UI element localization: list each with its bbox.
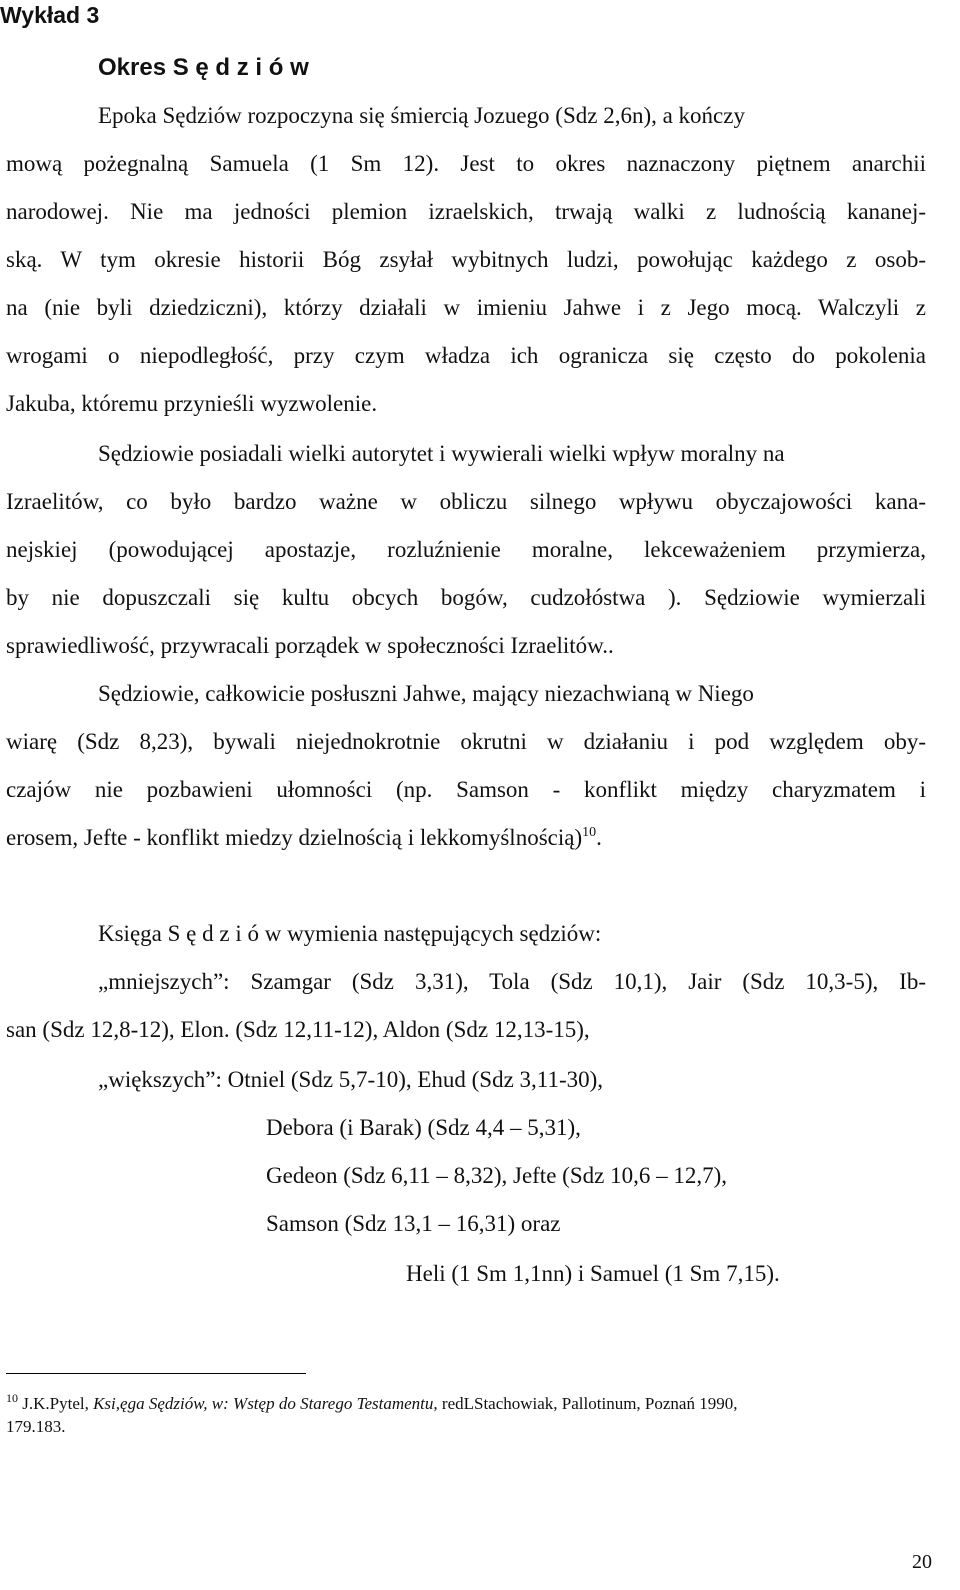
para1-line-4: ską. W tym okresie historii Bóg zsyłał wybitnych ludzi, powołując każdego z osob- — [6, 247, 926, 272]
para3-line-3: czajów nie pozbawieni ułomności (np. Samson - konflikt między charyzmatem i — [6, 777, 926, 802]
para1-line-2: mową pożegnalną Samuela (1 Sm 12). Jest to okres naznaczony piętnem anarchii — [6, 151, 926, 176]
major-judges-line-1: „większych”: Otniel (Sdz 5,7-10), Ehud (Sdz 3,11-30), — [98, 1067, 604, 1092]
para1-line-5: na (nie byli dziedziczni), którzy działali w imieniu Jahwe i z Jego mocą. Walczyli z — [6, 295, 926, 320]
footnote-number: 10 — [6, 1391, 18, 1405]
footnote-author: J.K.Pytel, — [18, 1394, 94, 1413]
para1-line-1: Epoka Sędziów rozpoczyna się śmiercią Jozuego (Sdz 2,6n), a kończy — [98, 103, 745, 128]
footnote-details: , redLStachowiak, Pallotinum, Poznań 1990, — [433, 1394, 738, 1413]
para2-line-2: Izraelitów, co było bardzo ważne w obliczu silnego wpływu obyczajowości kana- — [6, 489, 926, 514]
para3-line-4-text: erosem, Jefte - konflikt miedzy dzielnością i lekkomyślnością) — [6, 825, 583, 850]
judges-intro: Księga S ę d z i ó w wymienia następujących sędziów: — [98, 921, 602, 946]
para1-line-6: wrogami o niepodległość, przy czym władza ich ogranicza się często do pokolenia — [6, 343, 926, 368]
footnote-ref[interactable]: 10 — [582, 825, 597, 840]
footnote-separator — [6, 1373, 306, 1374]
footnote-line-1 — [6, 1392, 737, 1412]
para3-line-2: wiarę (Sdz 8,23), bywali niejednokrotnie okrutni w działaniu i pod względem oby- — [6, 729, 926, 754]
para3-end: . — [596, 825, 602, 850]
minor-judges-line-1: „mniejszych”: Szamgar (Sdz 3,31), Tola (Sdz 10,1), Jair (Sdz 10,3-5), Ib- — [98, 969, 926, 994]
para1-line-3: narodowej. Nie ma jedności plemion izraelskich, trwają walki z ludnością kananej- — [6, 199, 926, 224]
major-judges-line-5: Heli (1 Sm 1,1nn) i Samuel (1 Sm 7,15). — [406, 1261, 780, 1286]
para2-line-1: Sędziowie posiadali wielki autorytet i wywierali wielki wpływ moralny na — [98, 441, 785, 466]
major-judges-line-2: Debora (i Barak) (Sdz 4,4 – 5,31), — [266, 1115, 581, 1140]
para3-line-4 — [6, 826, 602, 849]
major-judges-line-3: Gedeon (Sdz 6,11 – 8,32), Jefte (Sdz 10,6 – 12,7), — [266, 1163, 727, 1188]
footnote-title: Ksi,ęga Sędziów, w: Wstęp do Starego Testamentu — [93, 1394, 434, 1413]
page-number: 20 — [912, 1551, 932, 1573]
section-title: Okres S ę d z i ó w — [98, 54, 309, 81]
para2-line-5: sprawiedliwość, przywracali porządek w społeczności Izraelitów.. — [6, 633, 614, 658]
lecture-heading: Wykład 3 — [0, 2, 100, 28]
para2-line-3: nejskiej (powodującej apostazje, rozluźnienie moralne, lekceważeniem przymierza, — [6, 537, 926, 562]
para3-line-1: Sędziowie, całkowicie posłuszni Jahwe, mający niezachwianą w Niego — [98, 681, 754, 706]
footnote-line-2: 179.183. — [6, 1417, 66, 1436]
para1-line-7: Jakuba, któremu przynieśli wyzwolenie. — [6, 391, 378, 416]
major-judges-line-4: Samson (Sdz 13,1 – 16,31) oraz — [266, 1211, 561, 1236]
para2-line-4: by nie dopuszczali się kultu obcych bogów, cudzołóstwa ). Sędziowie wymierzali — [6, 585, 926, 610]
minor-judges-line-2: san (Sdz 12,8-12), Elon. (Sdz 12,11-12), Aldon (Sdz 12,13-15), — [6, 1017, 590, 1042]
